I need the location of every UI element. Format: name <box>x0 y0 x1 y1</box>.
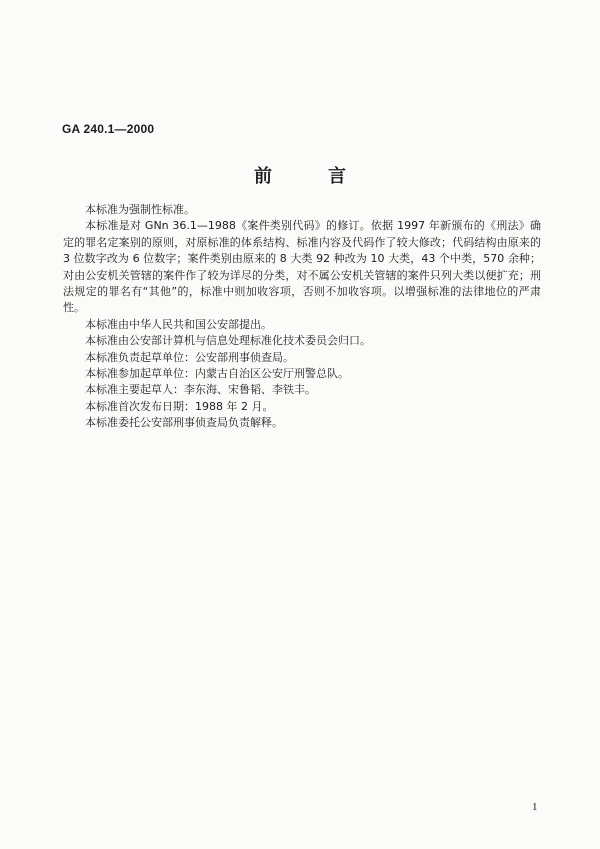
document-code: GA 240.1—2000 <box>62 122 155 136</box>
page-number: 1 <box>532 801 538 813</box>
foreword-body <box>63 202 541 432</box>
paragraph-proposer: 本标准由中华人民共和国公安部提出。 <box>85 317 272 331</box>
paragraph-interpretation: 本标准委托公安部刑事侦查局负责解释。 <box>85 416 283 430</box>
paragraph-responsible-committee: 本标准由公安部计算机与信息处理标准化技术委员会归口。 <box>85 334 371 348</box>
paragraph-participating-unit: 本标准参加起草单位：内蒙古自治区公安厅刑警总队。 <box>85 367 349 381</box>
paragraph-revision: 本标准是对 GNn 36.1—1988《案件类别代码》的修订。依据 1997 年新颁布的《刑法》确定的罪名定案别的原则，对原标准的体系结构、标准内容及代码作了较大修改；代码结构由原来的 3 位数字改为 6 位数字；案件类别由原来的 8 大类 92 种改为 10 大类，43 个中类，570 余种；对由公安机关管辖的案件作了较为详尽的分类，对不属公安机关管辖的案件只列大类以便扩充；刑法规定的罪名有“其他”的，标准中则加收容项，否则不加收容项。以增强标准的法律地位的严肃性。 <box>63 219 541 315</box>
paragraph-drafting-unit: 本标准负责起草单位：公安部刑事侦查局。 <box>85 350 294 364</box>
title-char-1: 前 <box>254 166 272 187</box>
paragraph-first-release: 本标准首次发布日期：1988 年 2 月。 <box>85 399 274 413</box>
title-char-2: 言 <box>328 166 346 187</box>
paragraph-mandatory: 本标准为强制性标准。 <box>85 203 195 216</box>
paragraph-drafters: 本标准主要起草人：李东海、宋鲁韬、李铁丰。 <box>85 383 316 397</box>
page-title <box>0 162 600 188</box>
